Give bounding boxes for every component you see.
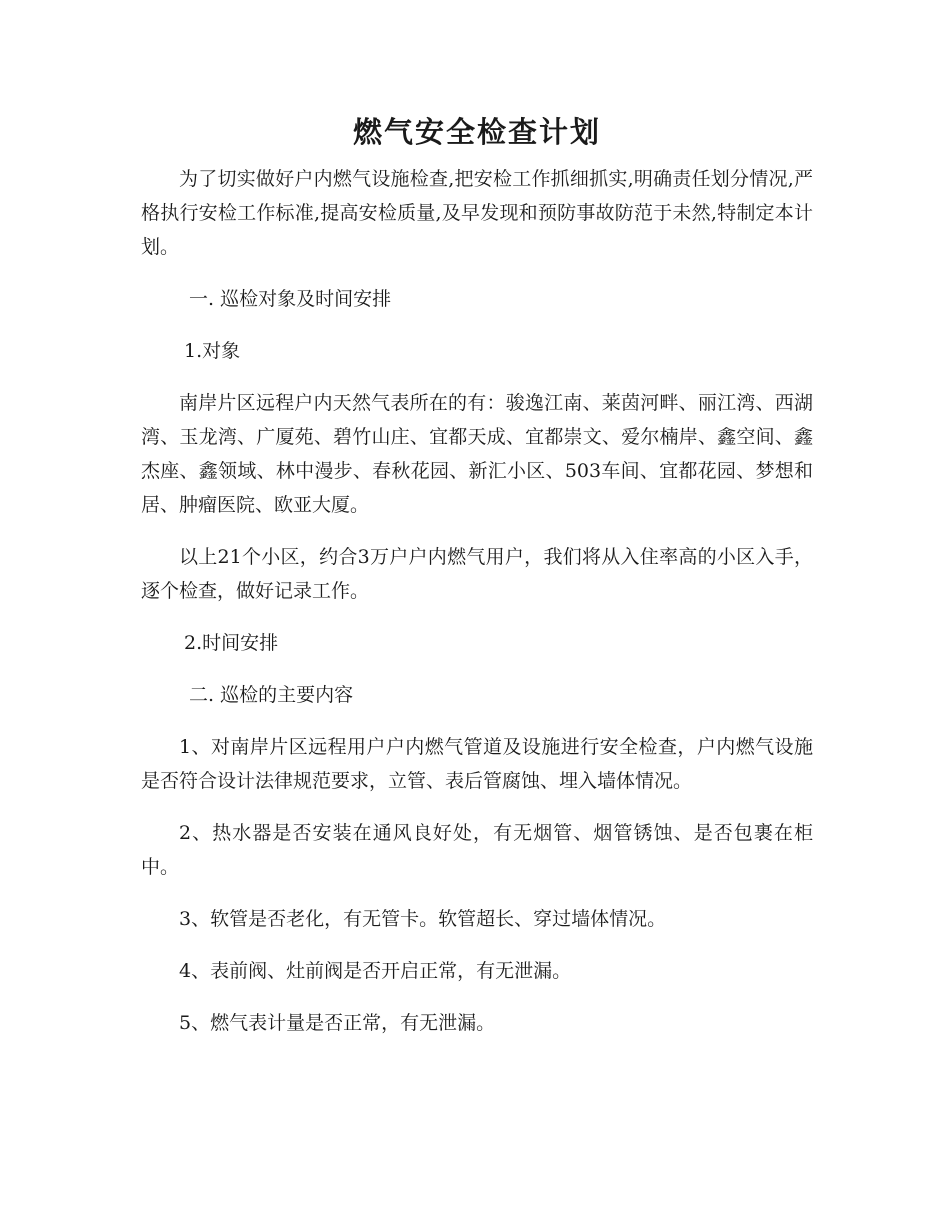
subsection-heading-objects: 1.对象 bbox=[184, 340, 241, 362]
inspection-item: 3、软管是否老化，有无管卡。软管超长、穿过墙体情况。 bbox=[179, 908, 667, 930]
inspection-item: 5、燃气表计量是否正常，有无泄漏。 bbox=[179, 1012, 496, 1034]
document-page bbox=[141, 108, 813, 1040]
inspection-item: 2、热水器是否安装在通风良好处，有无烟管、烟管锈蚀、是否包裹在柜中。 bbox=[141, 822, 813, 878]
intro-paragraph: 为了切实做好户内燃气设施检查,把安检工作抓细抓实,明确责任划分情况,严格执行安检工作标准,提高安检质量,及早发现和预防事故防范于未然,特制定本计划。 bbox=[141, 168, 813, 258]
section-heading-2: 二. 巡检的主要内容 bbox=[189, 684, 354, 706]
inspection-item: 1、对南岸片区远程用户户内燃气管道及设施进行安全检查，户内燃气设施是否符合设计法律规范要求，立管、表后管腐蚀、埋入墙体情况。 bbox=[141, 736, 813, 792]
objects-summary-paragraph: 以上21个小区，约合3万户户内燃气用户，我们将从入住率高的小区入手，逐个检查，做好记录工作。 bbox=[141, 546, 813, 602]
subsection-heading-schedule: 2.时间安排 bbox=[184, 632, 279, 654]
inspection-item: 4、表前阀、灶前阀是否开启正常，有无泄漏。 bbox=[179, 960, 572, 982]
objects-paragraph: 南岸片区远程户内天然气表所在的有：骏逸江南、莱茵河畔、丽江湾、西湖湾、玉龙湾、广厦苑、碧竹山庄、宜都天成、宜都崇文、爱尔楠岸、鑫空间、鑫杰座、鑫领域、林中漫步、春秋花园、新汇小区、503车间、宜都花园、梦想和居、肿瘤医院、欧亚大厦。 bbox=[141, 392, 813, 516]
section-heading-1: 一. 巡检对象及时间安排 bbox=[189, 288, 392, 310]
document-title: 燃气安全检查计划 bbox=[352, 115, 601, 149]
